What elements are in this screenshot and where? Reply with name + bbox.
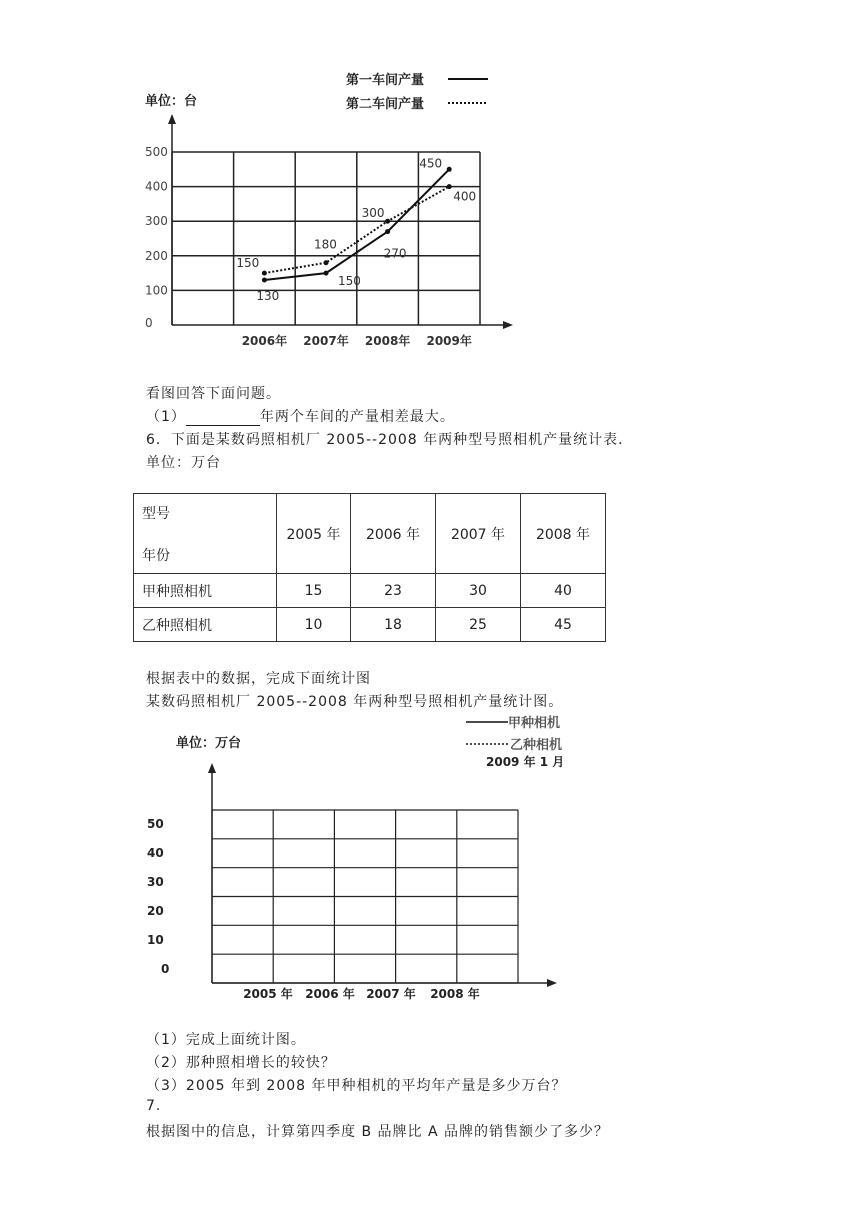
table-cell: 15 bbox=[277, 574, 351, 608]
chart-caption: 某数码照相机厂 2005--2008 年两种型号照相机产量统计图。 bbox=[146, 694, 564, 710]
data-label: 130 bbox=[256, 289, 280, 304]
data-point bbox=[447, 167, 452, 172]
x-axis-arrow-2 bbox=[547, 979, 557, 987]
data-point bbox=[324, 271, 329, 276]
table-header-cell: 2008 年 bbox=[521, 494, 606, 574]
y-tick-labels-2 bbox=[147, 817, 169, 976]
table-cell: 10 bbox=[277, 608, 351, 642]
table-cell: 18 bbox=[351, 608, 436, 642]
y-tick-label: 100 bbox=[145, 283, 168, 298]
y-tick-label: 30 bbox=[147, 875, 164, 889]
instruction-text: 根据表中的数据，完成下面统计图 bbox=[146, 671, 371, 687]
table-header-cell: 2006 年 bbox=[351, 494, 436, 574]
sub-question-3: （3）2005 年到 2008 年甲种相机的平均年产量是多少万台？ bbox=[146, 1078, 567, 1094]
question-1-suffix: 年两个车间的产量相差最大。 bbox=[259, 409, 455, 425]
data-label: 150 bbox=[338, 274, 361, 289]
x-tick-label: 2009年 bbox=[426, 334, 472, 348]
legend-label-camera-a: 甲种相机 bbox=[508, 716, 561, 731]
y-tick-label: 200 bbox=[145, 248, 168, 263]
header-model-label: 型号 bbox=[142, 505, 170, 522]
y-tick-label: 50 bbox=[147, 817, 164, 831]
x-axis-arrow bbox=[503, 321, 513, 329]
data-label: 300 bbox=[361, 206, 385, 221]
x-tick-label: 2006 年 bbox=[305, 987, 355, 1001]
data-point bbox=[447, 184, 452, 189]
x-tick-label: 2008 年 bbox=[430, 987, 480, 1001]
sub-question-2: （2）那种照相增长的较快？ bbox=[146, 1055, 336, 1071]
table-header-cell: 2005 年 bbox=[277, 494, 351, 574]
table-cell: 23 bbox=[351, 574, 436, 608]
question-1-prefix: （1） bbox=[146, 409, 186, 425]
data-label: 150 bbox=[236, 256, 260, 271]
table-row-label: 乙种照相机 bbox=[134, 608, 277, 642]
data-label: 180 bbox=[314, 237, 337, 252]
x-tick-label: 2006年 bbox=[241, 334, 288, 348]
x-tick-label: 2007 年 bbox=[366, 987, 416, 1001]
x-tick-label: 2007年 bbox=[303, 334, 349, 348]
table-cell: 40 bbox=[521, 574, 606, 608]
question-7-number: 7. bbox=[146, 1098, 162, 1114]
production-line-chart bbox=[130, 60, 530, 360]
data-label: 400 bbox=[453, 189, 477, 204]
y-tick-labels bbox=[145, 145, 168, 330]
y-tick-label: 0 bbox=[145, 316, 153, 330]
chart-date: 2009 年 1 月 bbox=[486, 755, 565, 769]
legend-label-workshop-1: 第一车间产量 bbox=[346, 73, 425, 88]
x-tick-label: 2005 年 bbox=[243, 987, 293, 1001]
y-tick-label: 10 bbox=[147, 933, 164, 947]
sub-question-1: （1）完成上面统计图。 bbox=[146, 1032, 306, 1048]
table-row-label: 甲种照相机 bbox=[134, 574, 277, 608]
question-6-title: 6．下面是某数码照相机厂 2005--2008 年两种型号照相机产量统计表． bbox=[146, 432, 634, 448]
y-tick-label: 40 bbox=[147, 846, 164, 860]
data-label: 450 bbox=[419, 156, 443, 171]
table-cell: 30 bbox=[436, 574, 521, 608]
question-intro: 看图回答下面问题。 bbox=[146, 386, 281, 402]
data-point bbox=[385, 229, 390, 234]
y-tick-label: 400 bbox=[145, 179, 168, 194]
data-label: 270 bbox=[383, 246, 407, 261]
y-axis-arrow bbox=[168, 114, 176, 124]
table-cell: 25 bbox=[436, 608, 521, 642]
chart-grid-2 bbox=[212, 810, 518, 983]
legend-label-workshop-2: 第二车间产量 bbox=[346, 97, 425, 112]
legend-label-camera-b: 乙种相机 bbox=[510, 738, 563, 753]
y-unit-label: 单位：台 bbox=[145, 94, 198, 109]
production-table bbox=[133, 493, 606, 642]
y-unit-label-2: 单位：万台 bbox=[176, 736, 242, 751]
question-6-unit: 单位：万台 bbox=[146, 455, 221, 471]
data-point bbox=[324, 260, 329, 265]
y-axis-arrow-2 bbox=[208, 763, 216, 773]
header-year-label: 年份 bbox=[142, 547, 170, 564]
y-tick-label: 500 bbox=[145, 145, 168, 159]
x-tick-label: 2008年 bbox=[364, 334, 411, 348]
data-point bbox=[262, 278, 267, 283]
table-row bbox=[134, 608, 606, 642]
x-tick-labels bbox=[242, 333, 472, 348]
x-tick-labels-2 bbox=[243, 986, 480, 1001]
y-tick-label: 0 bbox=[161, 962, 170, 976]
table-cell: 45 bbox=[521, 608, 606, 642]
question-1 bbox=[146, 406, 455, 426]
table-corner-cell bbox=[134, 494, 277, 574]
y-tick-label: 20 bbox=[147, 904, 164, 918]
y-tick-label: 300 bbox=[145, 214, 168, 229]
table-header-row bbox=[134, 494, 606, 574]
answer-blank[interactable] bbox=[186, 411, 260, 426]
table-header-cell: 2007 年 bbox=[436, 494, 521, 574]
question-7-text: 根据图中的信息，计算第四季度 B 品牌比 A 品牌的销售额少了多少？ bbox=[146, 1124, 609, 1140]
data-point bbox=[262, 271, 267, 276]
data-point bbox=[385, 219, 390, 224]
table-row bbox=[134, 574, 606, 608]
blank-line-chart bbox=[140, 705, 570, 1005]
